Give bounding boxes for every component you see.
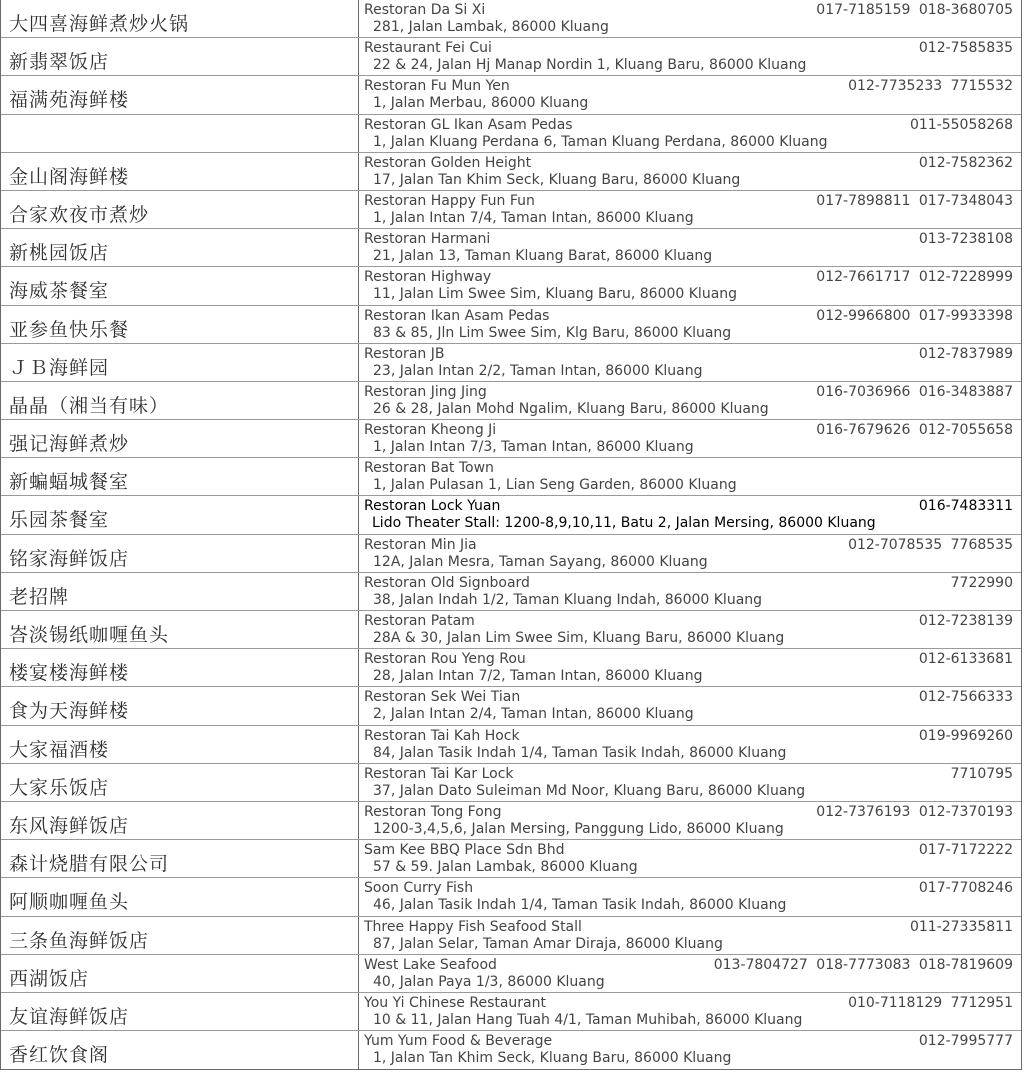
list-item [1,458,1021,496]
list-item [1,878,1021,916]
phone-number: 7710795 [950,765,1013,782]
restaurant-name: Restoran Highway [364,269,492,286]
phone-number: 012-7585835 [918,40,1013,57]
restaurant-address: 83 & 85, Jln Lim Swee Sim, Klg Baru, 86000 Kluang [373,324,732,341]
restaurant-address: 57 & 59. Jalan Lambak, 86000 Kluang [373,859,638,876]
restaurant-name: Restoran Da Si Xi [364,2,486,18]
restaurant-address: 1200-3,4,5,6, Jalan Mersing, Panggung Lido, 86000 Kluang [373,820,784,837]
restaurant-name: Restoran Jing Jing [364,383,487,400]
restaurant-name: Restoran Ikan Asam Pedas [364,307,550,324]
restaurant-name: Restoran JB [364,345,445,362]
restaurant-address: Lido Theater Stall: 1200-8,9,10,11, Batu 2, Jalan Mersing, 86000 Kluang [372,515,876,532]
chinese-name: ＪＢ海鲜园 [9,356,110,379]
phone-number: 012-7995777 [918,1033,1013,1050]
list-item [1,496,1021,534]
restaurant-name: Three Happy Fish Seafood Stall [364,918,582,935]
restaurant-address: 1, Jalan Intan 7/4, Taman Intan, 86000 Kluang [373,209,694,226]
phone-number: 017-7172222 [918,842,1013,859]
list-item [1,687,1021,725]
chinese-name: 食为天海鲜楼 [9,700,130,723]
phone-number: 012-7238139 [918,613,1013,629]
phone-number: 012-7582362 [918,154,1013,171]
list-item [1,306,1021,344]
phone-number: 012-7078535 7768535 [848,536,1013,553]
restaurant-name: Restoran Happy Fun Fun [364,192,535,209]
chinese-name: 铭家海鲜饭店 [9,547,130,570]
list-item [1,726,1021,764]
restaurant-address: 23, Jalan Intan 2/2, Taman Intan, 86000 Kluang [373,362,703,379]
restaurant-name: Restoran Rou Yeng Rou [364,651,526,668]
chinese-name: 合家欢夜市煮炒 [9,203,150,226]
chinese-name: 亚参鱼快乐餐 [9,318,130,341]
phone-number: 019-9969260 [918,727,1013,744]
phone-number: 012-7661717 012-7228999 [816,269,1013,286]
restaurant-address: 1, Jalan Tan Khim Seck, Kluang Baru, 86000 Kluang [373,1050,732,1067]
phone-number: 017-7708246 [918,880,1013,897]
restaurant-address: 2, Jalan Intan 2/4, Taman Intan, 86000 Kluang [373,706,694,723]
restaurant-address: 40, Jalan Paya 1/3, 86000 Kluang [373,973,605,990]
list-item [1,115,1021,153]
chinese-name: 大家福酒楼 [9,738,110,761]
list-item [1,802,1021,840]
restaurant-name: Restoran Patam [364,613,475,629]
chinese-name: 新翡翠饭店 [9,51,110,74]
restaurant-name: Restoran Tai Kar Lock [364,765,514,782]
chinese-name: 森计烧腊有限公司 [9,853,170,876]
phone-number: 011-55058268 [909,116,1013,133]
phone-number: 016-7036966 016-3483887 [816,383,1013,400]
chinese-name: 香红饮食阁 [9,1044,110,1067]
restaurant-name: Restaurant Fei Cui [364,40,492,57]
chinese-name: 大家乐饭店 [9,776,110,799]
list-item [1,611,1021,649]
restaurant-address: 21, Jalan 13, Taman Kluang Barat, 86000 Kluang [373,248,713,265]
restaurant-name: Soon Curry Fish [364,880,474,897]
chinese-name: 大四喜海鲜煮炒火锅 [9,13,190,35]
restaurant-address: 26 & 28, Jalan Mohd Ngalim, Kluang Baru, 86000 Kluang [373,400,769,417]
chinese-name: 乐园茶餐室 [9,509,110,532]
chinese-name: 友谊海鲜饭店 [9,1005,130,1028]
list-item [1,649,1021,687]
phone-number: 012-9966800 017-9933398 [816,307,1013,324]
chinese-name: 三条鱼海鲜饭店 [9,929,150,952]
chinese-name: 阿顺咖喱鱼头 [9,891,130,914]
chinese-name: 楼宴楼海鲜楼 [9,662,130,685]
list-item [1,840,1021,878]
restaurant-address: 38, Jalan Indah 1/2, Taman Kluang Indah, 86000 Kluang [373,591,763,608]
restaurant-address: 10 & 11, Jalan Hang Tuah 4/1, Taman Muhibah, 86000 Kluang [373,1011,803,1028]
phone-number: 016-7483311 [918,498,1013,515]
restaurant-address: 1, Jalan Intan 7/3, Taman Intan, 86000 Kluang [373,439,694,456]
restaurant-address: 17, Jalan Tan Khim Seck, Kluang Baru, 86000 Kluang [373,171,741,188]
list-item [1,1031,1021,1069]
restaurant-address: 281, Jalan Lambak, 86000 Kluang [373,19,609,35]
restaurant-address: 1, Jalan Merbau, 86000 Kluang [373,95,589,112]
restaurant-name: Sam Kee BBQ Place Sdn Bhd [364,842,565,859]
phone-number: 013-7804727 018-7773083 018-7819609 [713,956,1013,973]
restaurant-name: Restoran GL Ikan Asam Pedas [364,116,573,133]
list-item [1,344,1021,382]
phone-number: 016-7679626 012-7055658 [816,422,1013,439]
restaurant-address: 37, Jalan Dato Suleiman Md Noor, Kluang Baru, 86000 Kluang [373,782,806,799]
restaurant-name: Restoran Min Jia [364,536,477,553]
list-item [1,917,1021,955]
list-item [1,573,1021,611]
phone-number: 013-7238108 [918,231,1013,248]
phone-number: 7722990 [950,574,1013,591]
restaurant-name: Restoran Bat Town [364,460,494,477]
restaurant-list [1,0,1021,1069]
chinese-name: 金山阁海鲜楼 [9,165,130,188]
restaurant-name: Restoran Harmani [364,231,491,248]
list-item [1,229,1021,267]
restaurant-name: Restoran Kheong Ji [364,422,497,439]
restaurant-address: 22 & 24, Jalan Hj Manap Nordin 1, Kluang Baru, 86000 Kluang [373,57,807,74]
restaurant-name: Restoran Old Signboard [364,574,530,591]
list-item [1,267,1021,305]
restaurant-address: 46, Jalan Tasik Indah 1/4, Taman Tasik Indah, 86000 Kluang [373,897,787,914]
phone-number: 012-7566333 [918,689,1013,706]
restaurant-name: Restoran Fu Mun Yen [364,78,510,95]
restaurant-name: Restoran Tai Kah Hock [364,727,520,744]
list-item [1,382,1021,420]
chinese-name: 老招牌 [9,585,70,608]
phone-number: 010-7118129 7712951 [848,994,1013,1011]
chinese-name: 福满苑海鲜楼 [9,89,130,112]
list-item [1,764,1021,802]
restaurant-address: 12A, Jalan Mesra, Taman Sayang, 86000 Kluang [373,553,708,570]
restaurant-address: 1, Jalan Kluang Perdana 6, Taman Kluang Perdana, 86000 Kluang [373,133,828,150]
chinese-name: 峇淡锡纸咖喱鱼头 [9,624,170,646]
restaurant-address: 84, Jalan Tasik Indah 1/4, Taman Tasik Indah, 86000 Kluang [373,744,787,761]
list-item [1,38,1021,76]
phone-number: 012-7837989 [918,345,1013,362]
list-item [1,191,1021,229]
list-item [1,0,1021,38]
chinese-name: 新桃园饭店 [9,242,110,265]
restaurant-address: 11, Jalan Lim Swee Sim, Kluang Baru, 86000 Kluang [373,286,738,303]
phone-number: 017-7185159 018-3680705 [816,2,1013,18]
phone-number: 012-6133681 [918,651,1013,668]
restaurant-name: West Lake Seafood [364,956,497,973]
restaurant-name: You Yi Chinese Restaurant [364,994,546,1011]
chinese-name: 强记海鲜煮炒 [9,433,130,456]
list-item [1,153,1021,191]
restaurant-address: 1, Jalan Pulasan 1, Lian Seng Garden, 86000 Kluang [373,477,737,494]
chinese-name: 东风海鲜饭店 [9,814,130,837]
list-item [1,993,1021,1031]
restaurant-name: Restoran Golden Height [364,154,532,171]
list-item [1,76,1021,114]
restaurant-address: 87, Jalan Selar, Taman Amar Diraja, 86000 Kluang [373,935,723,952]
phone-number: 011-27335811 [909,918,1013,935]
phone-number: 012-7376193 012-7370193 [816,803,1013,820]
restaurant-name: Restoran Tong Fong [364,803,502,820]
restaurant-address: 28A & 30, Jalan Lim Swee Sim, Kluang Baru, 86000 Kluang [373,630,785,646]
list-item [1,955,1021,993]
chinese-name: 西湖饭店 [9,967,90,990]
list-item [1,420,1021,458]
chinese-name: 晶晶（湘当有味） [9,394,170,417]
restaurant-name: Yum Yum Food & Beverage [364,1033,553,1050]
phone-number: 017-7898811 017-7348043 [816,192,1013,209]
phone-number: 012-7735233 7715532 [848,78,1013,95]
chinese-name: 新蝙蝠城餐室 [9,471,130,494]
list-item [1,535,1021,573]
chinese-name: 海威茶餐室 [9,280,110,303]
restaurant-name: Restoran Lock Yuan [364,498,501,515]
restaurant-name: Restoran Sek Wei Tian [364,689,521,706]
restaurant-address: 28, Jalan Intan 7/2, Taman Intan, 86000 Kluang [373,668,703,685]
